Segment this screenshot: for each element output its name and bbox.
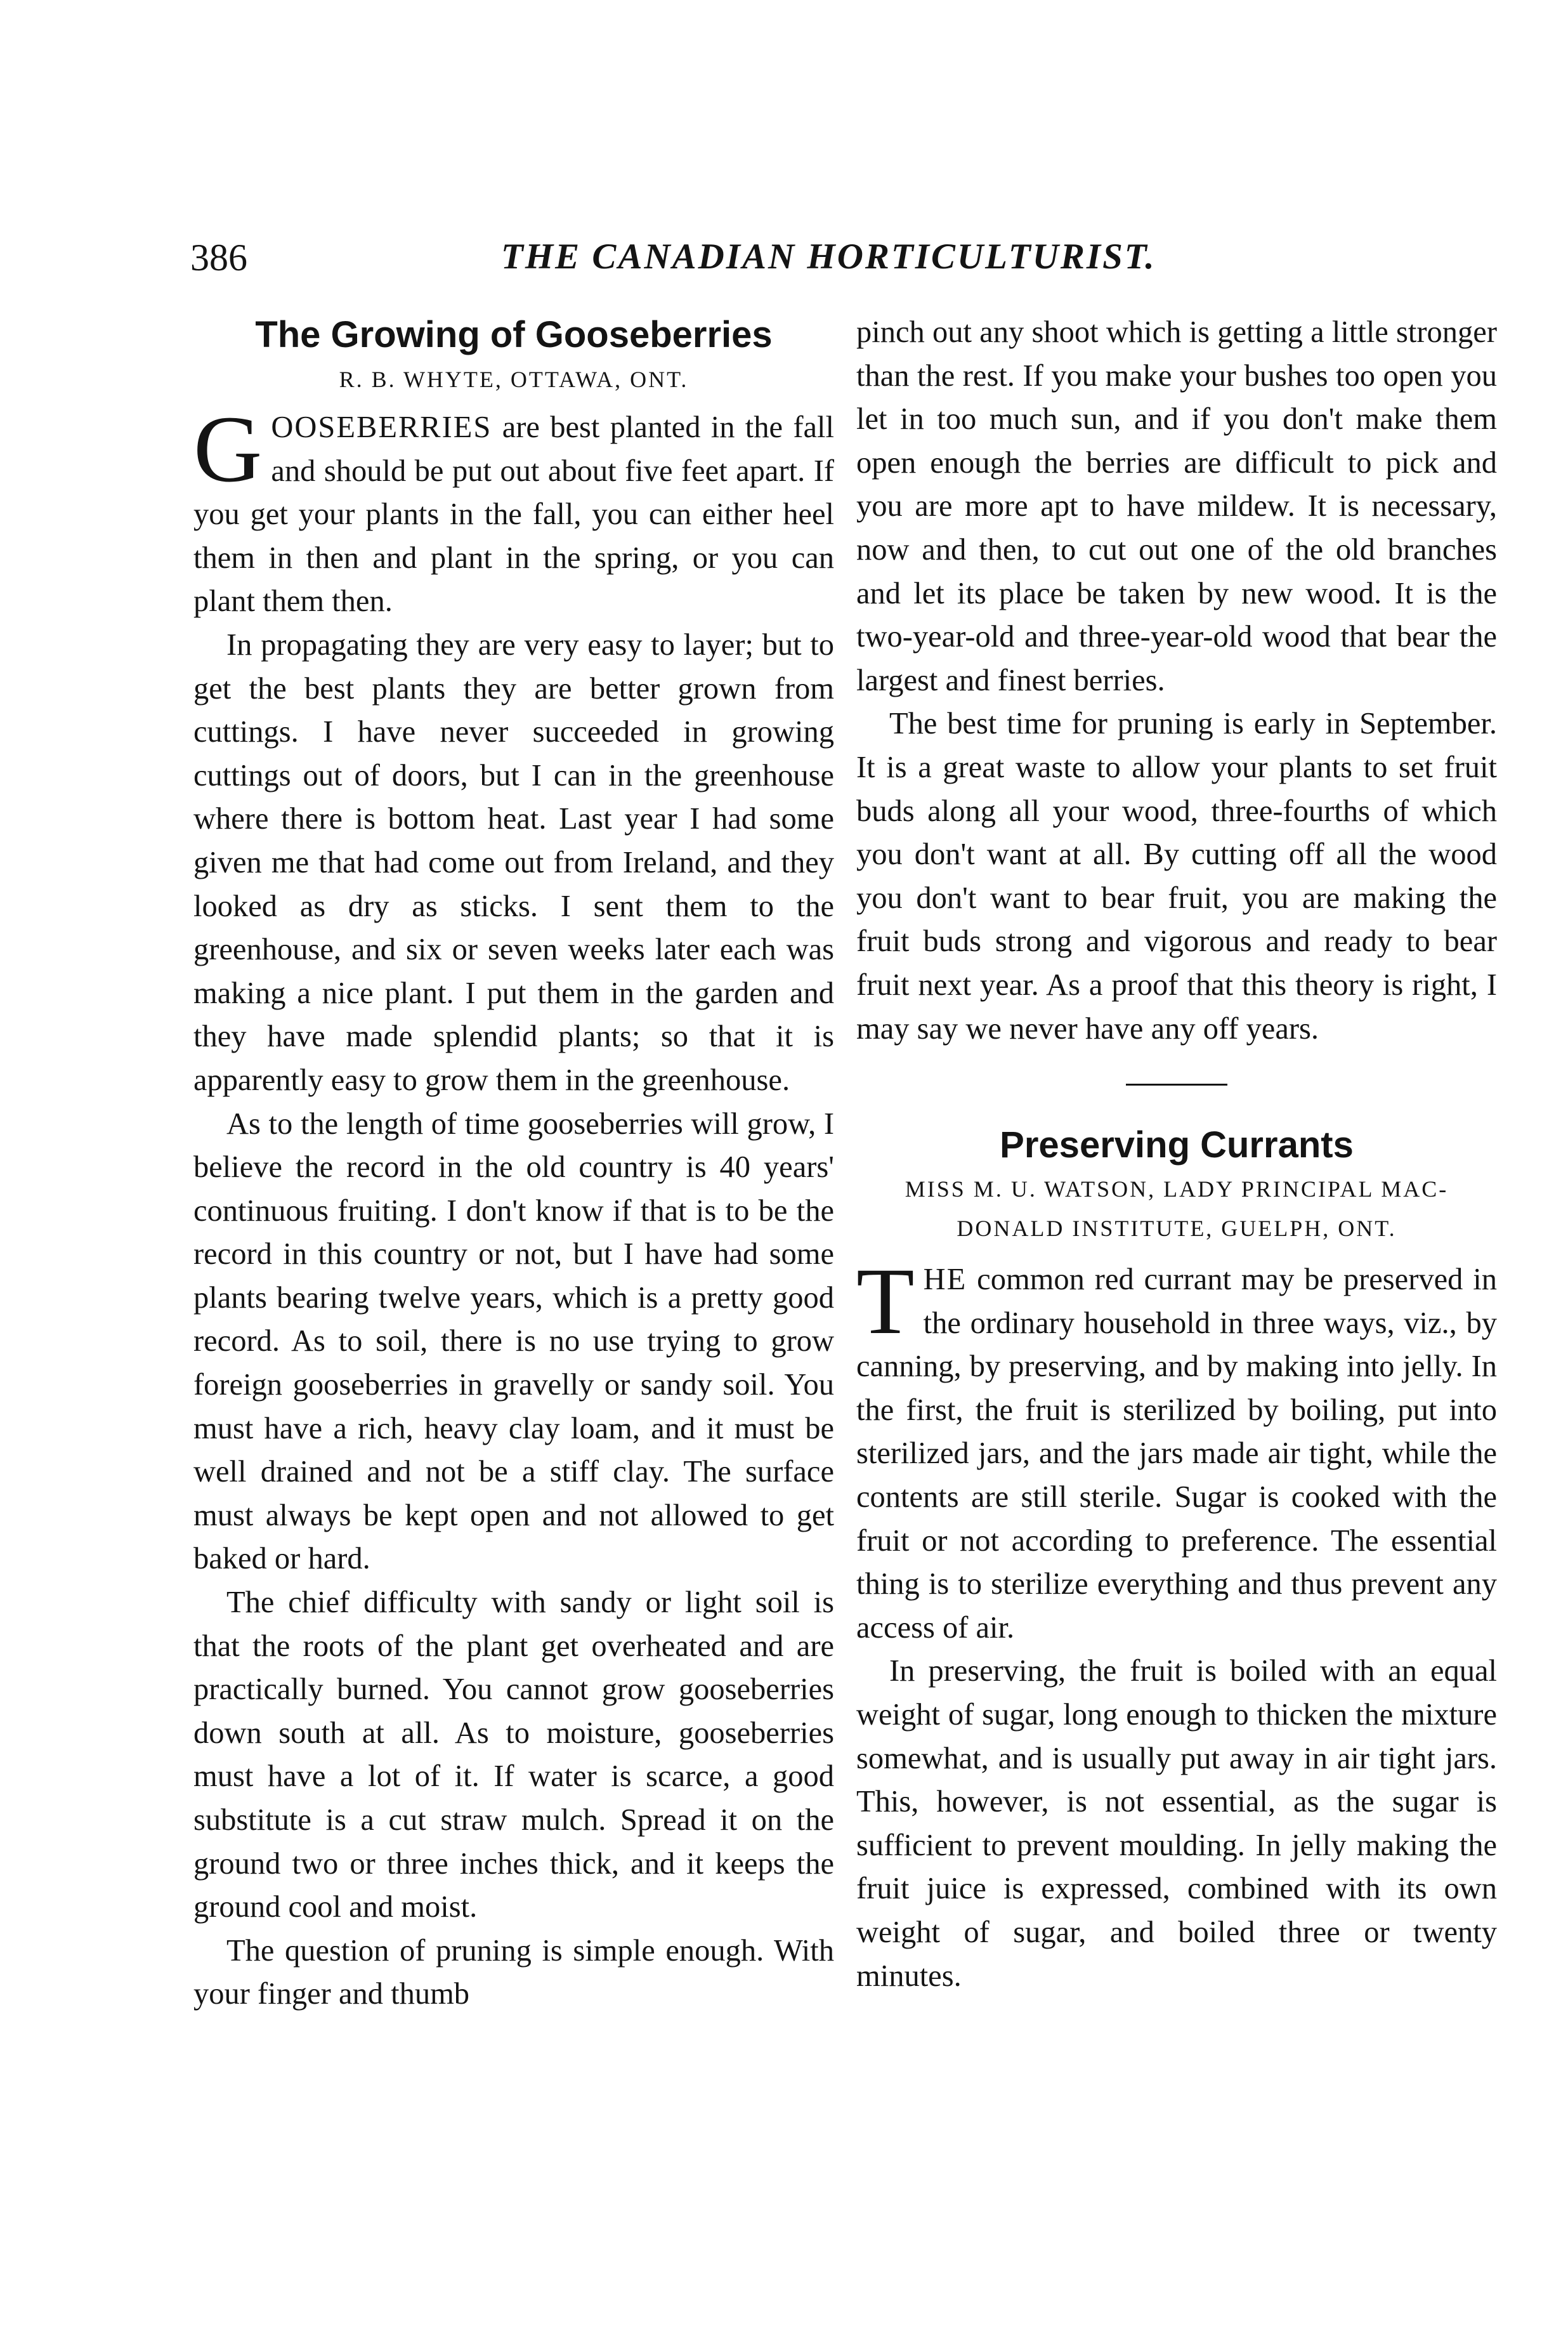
paragraph-text: are best planted in the fall and should be put out about five feet apart. If you get your plants in the fall, you can either heel them in then and plant in the spring, or you can plant them then.: [193, 411, 834, 619]
page-number: 386: [190, 237, 247, 279]
drop-cap: G: [193, 397, 263, 502]
paragraph: In preserving, the fruit is boiled with an equal weight of sugar, long enough to thicken the mixture somewhat, and is usually put away in air tight jars. This, however, is not essential, as the sugar is sufficient to prevent moulding. In jelly making the fruit juice is expressed, combined with its own weight of sugar, and boiled three or twenty minutes.: [856, 1654, 1497, 1993]
byline-line: DONALD INSTITUTE, GUELPH, ONT.: [957, 1216, 1397, 1242]
paragraph: [193, 397, 834, 624]
article-byline-gooseberries: R. B. WHYTE, OTTAWA, ONT.: [339, 367, 689, 392]
article-title-currants: Preserving Currants: [1000, 1124, 1354, 1166]
page-header: [190, 236, 1497, 293]
running-title: THE CANADIAN HORTICULTURIST.: [501, 237, 1156, 277]
paragraph: The question of pruning is simple enough. With your finger and thumb: [193, 1933, 834, 2011]
right-column: [856, 311, 1497, 1998]
paragraph-continued: pinch out any shoot which is getting a little stronger than the rest. If you make your bushes too open you let in too much sun, and if you don't make them open enough the berries are difficult to pick and you are more apt to have mildew. It is necessary, now and then, to cut out one of the old branches and let its place be taken by new wood. It is the two-year-old and three-year-old wood that bear the largest and finest berries.: [856, 315, 1497, 697]
article-title-gooseberries: The Growing of Gooseberries: [255, 314, 773, 355]
drop-cap: T: [856, 1249, 915, 1355]
left-column: [193, 311, 834, 2016]
paragraph: The chief difficulty with sandy or light soil is that the roots of the plant get overheated and are practically burned. You cannot grow gooseberries down south at all. As to moisture, gooseberries must have a lot of it. If water is scarce, a good substitute is a cut straw mulch. Spread it on the ground two or three inches thick, and it keeps the ground cool and moist.: [193, 1586, 834, 1924]
paragraph: [856, 1249, 1497, 1650]
paragraph: The best time for pruning is early in September. It is a great waste to allow your plants to set fruit buds along all your wood, three-fourths of which you don't want at all. By cutting off all the wood you don't want to bear fruit, you are making the fruit buds strong and vigorous and ready to bear fruit next year. As a proof that this theory is right, I may say we never have any off years.: [856, 707, 1497, 1046]
article-byline-currants: [856, 1169, 1497, 1248]
paragraph-text: common red currant may be preserved in the ordinary household in three ways, viz., by canning, by preserving, and by making into jelly. In the first, the fruit is sterilized by boiling, put into sterilized jars, and the jars made air tight, while the contents are still sterile. Sugar is cooked with the fruit or not according to preference. The essential thing is to sterilize everything and thus prevent any access of air.: [856, 1263, 1497, 1645]
paragraph: In propagating they are very easy to layer; but to get the best plants they are better grown from cuttings. I have never succeeded in growing cuttings out of doors, but I can in the greenhouse where there is bottom heat. Last year I had some given me that had come out from Ireland, and they looked as dry as sticks. I sent them to the greenhouse, and six or seven weeks later each was making a nice plant. I put them in the garden and they have made splendid plants; so that it is apparently easy to grow them in the greenhouse.: [193, 628, 834, 1097]
lead-word: HE: [923, 1263, 967, 1297]
section-divider: [1126, 1084, 1227, 1086]
lead-word: OOSEBERRIES: [271, 411, 492, 444]
paragraph: As to the length of time gooseberries will grow, I believe the record in the old country is 40 years' continuous fruiting. I don't know if that is to be the record in this country or not, but I have had some plants bearing twelve years, which is a pretty good record. As to soil, there is no use trying to grow foreign gooseberries in gravelly or sandy soil. You must have a rich, heavy clay loam, and it must be well drained and not be a stiff clay. The surface must always be kept open and not allowed to get baked or hard.: [193, 1107, 834, 1576]
byline-line: MISS M. U. WATSON, LADY PRINCIPAL MAC-: [905, 1176, 1449, 1202]
